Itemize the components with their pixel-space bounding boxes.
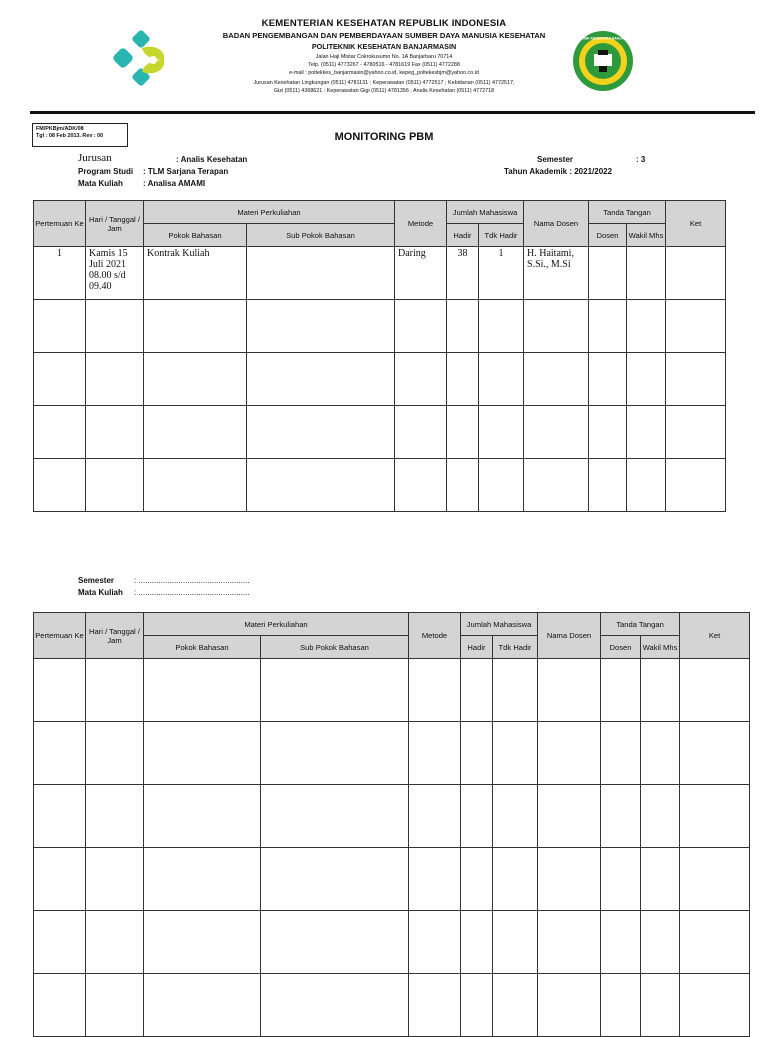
cell-pertemuan[interactable] bbox=[34, 659, 86, 722]
departments-line-1: Jurusan Kesehatan Lingkungan (0511) 4781131 ; Keperawatan (0511) 4772517 ; Kebidanan (0511) 4772517; bbox=[253, 80, 515, 86]
cell-sub-pokok[interactable] bbox=[261, 659, 409, 722]
ministry-name: KEMENTERIAN KESEHATAN REPUBLIK INDONESIA bbox=[261, 18, 507, 29]
cell-tidak-hadir[interactable] bbox=[493, 974, 538, 1037]
header-nama-dosen: Nama Dosen bbox=[524, 201, 589, 247]
cell-tidak-hadir[interactable] bbox=[493, 722, 538, 785]
cell-pokok[interactable] bbox=[144, 459, 247, 512]
header-tidak-hadir: Tdk Hadir bbox=[479, 224, 524, 247]
cell-hadir[interactable] bbox=[447, 353, 479, 406]
cell-tidak-hadir[interactable] bbox=[479, 353, 524, 406]
cell-metode[interactable] bbox=[395, 353, 447, 406]
cell-metode[interactable] bbox=[409, 785, 461, 848]
cell-sub-pokok[interactable] bbox=[261, 785, 409, 848]
header-hadir: Hadir bbox=[461, 636, 493, 659]
cell-ket[interactable] bbox=[666, 300, 726, 353]
cell-ket[interactable] bbox=[680, 785, 750, 848]
header-metode: Metode bbox=[395, 201, 447, 247]
cell-ttd-wakil[interactable] bbox=[627, 353, 666, 406]
cell-ttd-dosen[interactable] bbox=[589, 300, 627, 353]
cell-tidak-hadir[interactable] bbox=[479, 406, 524, 459]
header-metode: Metode bbox=[409, 613, 461, 659]
header-hari-tanggal-jam: Hari / Tanggal / Jam bbox=[86, 201, 144, 247]
header-jumlah-mahasiswa: Jumlah Mahasiswa bbox=[447, 201, 524, 224]
cell-metode[interactable] bbox=[395, 300, 447, 353]
cell-sub-pokok[interactable] bbox=[261, 974, 409, 1037]
cell-metode[interactable] bbox=[409, 659, 461, 722]
cell-ttd-dosen[interactable] bbox=[589, 353, 627, 406]
cell-pertemuan[interactable] bbox=[34, 459, 86, 512]
cell-metode[interactable] bbox=[409, 974, 461, 1037]
cell-sub-pokok[interactable] bbox=[247, 300, 395, 353]
cell-hadir[interactable] bbox=[461, 659, 493, 722]
cell-nama-dosen[interactable] bbox=[538, 785, 601, 848]
cell-hadir: 38 bbox=[447, 247, 479, 300]
header-ttd-dosen: Dosen bbox=[589, 224, 627, 247]
cell-ttd-dosen[interactable] bbox=[601, 785, 641, 848]
table-row bbox=[34, 659, 750, 722]
cell-pokok[interactable] bbox=[144, 911, 261, 974]
header-ttd-wakil-mhs: Wakil Mhs bbox=[627, 224, 666, 247]
cell-sub-pokok[interactable] bbox=[247, 406, 395, 459]
cell-hadir[interactable] bbox=[447, 459, 479, 512]
cell-ket[interactable] bbox=[680, 848, 750, 911]
cell-hari[interactable] bbox=[86, 974, 144, 1037]
prodi-label: Program Studi bbox=[78, 167, 134, 176]
header-jumlah-mahasiswa: Jumlah Mahasiswa bbox=[461, 613, 538, 636]
cell-hari[interactable] bbox=[86, 406, 144, 459]
cell-tidak-hadir[interactable] bbox=[493, 659, 538, 722]
semester-value-2[interactable]: : .................................................. bbox=[134, 576, 250, 585]
cell-metode[interactable] bbox=[409, 911, 461, 974]
cell-nama-dosen[interactable] bbox=[524, 300, 589, 353]
table-row bbox=[34, 406, 726, 459]
cell-ttd-wakil[interactable] bbox=[641, 974, 680, 1037]
form-date-rev: Tgl : 08 Feb 2013. Rev : 00 bbox=[36, 133, 104, 139]
cell-ttd-wakil[interactable] bbox=[641, 911, 680, 974]
cell-nama-dosen[interactable] bbox=[538, 911, 601, 974]
semester-value: : 3 bbox=[636, 155, 646, 164]
header-pokok-bahasan: Pokok Bahasan bbox=[144, 636, 261, 659]
seal-text: POLITEKNIK KESEHATAN BANJARMASIN bbox=[572, 36, 634, 41]
cell-ttd-dosen[interactable] bbox=[601, 911, 641, 974]
cell-hadir[interactable] bbox=[461, 848, 493, 911]
cell-hadir[interactable] bbox=[447, 406, 479, 459]
cell-metode[interactable] bbox=[409, 722, 461, 785]
email-line: e-mail : poltekkes_banjarmasin@yahoo.co.id, kepeg_poltekesbjm@yahoo.co.id bbox=[289, 70, 479, 76]
header-pertemuan: Pertemuan Ke bbox=[34, 613, 86, 659]
header-pertemuan: Pertemuan Ke bbox=[34, 201, 86, 247]
cell-hari[interactable] bbox=[86, 300, 144, 353]
cell-hadir[interactable] bbox=[447, 300, 479, 353]
cell-pokok[interactable] bbox=[144, 353, 247, 406]
cell-ttd-wakil[interactable] bbox=[641, 848, 680, 911]
matkul-value-2[interactable]: : .................................................. bbox=[134, 588, 250, 597]
tahun-akademik: Tahun Akademik : 2021/2022 bbox=[504, 167, 613, 176]
cell-ttd-dosen[interactable] bbox=[601, 659, 641, 722]
poltekkes-seal-icon bbox=[572, 30, 634, 92]
cell-pertemuan[interactable] bbox=[34, 722, 86, 785]
cell-pertemuan[interactable] bbox=[34, 848, 86, 911]
cell-tidak-hadir[interactable] bbox=[493, 911, 538, 974]
cell-pokok[interactable] bbox=[144, 848, 261, 911]
cell-nama-dosen[interactable] bbox=[538, 722, 601, 785]
cell-pertemuan[interactable] bbox=[34, 353, 86, 406]
letterhead-divider bbox=[30, 111, 755, 114]
cell-ttd-wakil[interactable] bbox=[627, 247, 666, 300]
header-ttd-dosen: Dosen bbox=[601, 636, 641, 659]
cell-nama-dosen[interactable] bbox=[538, 974, 601, 1037]
cell-ttd-dosen[interactable] bbox=[601, 974, 641, 1037]
cell-sub-pokok[interactable] bbox=[247, 353, 395, 406]
phone-line: Telp. (0511) 4773267 - 4780516 - 4781619 Fax (0511) 4772288 bbox=[308, 62, 460, 68]
header-tanda-tangan: Tanda Tangan bbox=[601, 613, 680, 636]
table-row bbox=[34, 974, 750, 1037]
cell-ket[interactable] bbox=[680, 974, 750, 1037]
header-hari-tanggal-jam: Hari / Tanggal / Jam bbox=[86, 613, 144, 659]
cell-ket[interactable] bbox=[680, 722, 750, 785]
cell-ttd-wakil[interactable] bbox=[627, 406, 666, 459]
cell-sub-pokok bbox=[247, 247, 395, 300]
cell-hadir[interactable] bbox=[461, 785, 493, 848]
cell-sub-pokok[interactable] bbox=[261, 911, 409, 974]
cell-ket[interactable] bbox=[666, 406, 726, 459]
cell-pertemuan[interactable] bbox=[34, 785, 86, 848]
cell-tidak-hadir[interactable] bbox=[479, 300, 524, 353]
cell-pokok[interactable] bbox=[144, 659, 261, 722]
cell-ket[interactable] bbox=[680, 659, 750, 722]
table-row bbox=[34, 911, 750, 974]
header-tanda-tangan: Tanda Tangan bbox=[589, 201, 666, 224]
form-code: FM/PKBjm/ADK/08 bbox=[36, 126, 84, 132]
cell-ttd-wakil[interactable] bbox=[641, 722, 680, 785]
prodi-value: : TLM Sarjana Terapan bbox=[143, 167, 229, 176]
header-sub-pokok-bahasan: Sub Pokok Bahasan bbox=[247, 224, 395, 247]
header-materi: Materi Perkuliahan bbox=[144, 613, 409, 636]
matkul-label: Mata Kuliah bbox=[78, 179, 123, 188]
cell-hadir[interactable] bbox=[461, 911, 493, 974]
matkul-value: : Analisa AMAMI bbox=[143, 179, 206, 188]
address-line: Jalan Haji Mistar Cokrokusumo No. 1A Banjarbaru 70714 bbox=[315, 54, 453, 60]
cell-tidak-hadir[interactable] bbox=[493, 848, 538, 911]
cell-nama-dosen: H. Haitami, S.Si., M.Si bbox=[524, 247, 589, 300]
cell-pertemuan: 1 bbox=[34, 247, 86, 300]
header-sub-pokok-bahasan: Sub Pokok Bahasan bbox=[261, 636, 409, 659]
cell-hari[interactable] bbox=[86, 785, 144, 848]
cell-ket[interactable] bbox=[666, 247, 726, 300]
departments-line-2: Gizi (0511) 4368621 : Keperawatan Gigi (0511) 4781356 ; Analis Kesehatan (0511) 4772718 bbox=[273, 88, 495, 94]
header-materi: Materi Perkuliahan bbox=[144, 201, 395, 224]
monitoring-table-1 bbox=[33, 200, 726, 512]
cell-ttd-dosen[interactable] bbox=[601, 848, 641, 911]
cell-ttd-wakil[interactable] bbox=[627, 459, 666, 512]
cell-ttd-dosen[interactable] bbox=[589, 406, 627, 459]
cell-hari[interactable] bbox=[86, 659, 144, 722]
cell-nama-dosen[interactable] bbox=[524, 353, 589, 406]
cell-sub-pokok[interactable] bbox=[261, 722, 409, 785]
header-hadir: Hadir bbox=[447, 224, 479, 247]
cell-nama-dosen[interactable] bbox=[524, 406, 589, 459]
header-ttd-wakil-mhs: Wakil Mhs bbox=[641, 636, 680, 659]
cell-tidak-hadir[interactable] bbox=[479, 459, 524, 512]
cell-ket[interactable] bbox=[666, 353, 726, 406]
cell-nama-dosen[interactable] bbox=[524, 459, 589, 512]
table-row bbox=[34, 247, 726, 300]
cell-hadir[interactable] bbox=[461, 974, 493, 1037]
header-nama-dosen: Nama Dosen bbox=[538, 613, 601, 659]
cell-pokok: Kontrak Kuliah bbox=[144, 247, 247, 300]
cell-metode[interactable] bbox=[395, 406, 447, 459]
cell-ttd-dosen[interactable] bbox=[589, 459, 627, 512]
page-title: MONITORING PBM bbox=[334, 131, 434, 143]
cell-hari[interactable] bbox=[86, 353, 144, 406]
table-row bbox=[34, 300, 726, 353]
table-row bbox=[34, 785, 750, 848]
cell-tidak-hadir: 1 bbox=[479, 247, 524, 300]
cell-ttd-wakil[interactable] bbox=[641, 659, 680, 722]
cell-sub-pokok[interactable] bbox=[261, 848, 409, 911]
header-ket: Ket bbox=[680, 613, 750, 659]
jurusan-label: Jurusan bbox=[78, 152, 112, 164]
cell-hari[interactable] bbox=[86, 848, 144, 911]
monitoring-table-2 bbox=[33, 612, 750, 1037]
cell-ket[interactable] bbox=[680, 911, 750, 974]
cell-ttd-dosen[interactable] bbox=[601, 722, 641, 785]
cell-nama-dosen[interactable] bbox=[538, 659, 601, 722]
school-name: POLITEKNIK KESEHATAN BANJARMASIN bbox=[311, 42, 457, 51]
cell-ttd-wakil[interactable] bbox=[641, 785, 680, 848]
semester-label-2: Semester bbox=[78, 576, 115, 585]
cell-pokok[interactable] bbox=[144, 722, 261, 785]
cell-pokok[interactable] bbox=[144, 300, 247, 353]
cell-sub-pokok[interactable] bbox=[247, 459, 395, 512]
cell-metode: Daring bbox=[395, 247, 447, 300]
cell-tidak-hadir[interactable] bbox=[493, 785, 538, 848]
cell-ttd-dosen[interactable] bbox=[589, 247, 627, 300]
matkul-label-2: Mata Kuliah bbox=[78, 588, 123, 597]
cell-pertemuan[interactable] bbox=[34, 911, 86, 974]
cell-pertemuan[interactable] bbox=[34, 406, 86, 459]
cell-ttd-wakil[interactable] bbox=[627, 300, 666, 353]
cell-pokok[interactable] bbox=[144, 406, 247, 459]
cell-pokok[interactable] bbox=[144, 974, 261, 1037]
cell-metode[interactable] bbox=[409, 848, 461, 911]
cell-hadir[interactable] bbox=[461, 722, 493, 785]
header-ket: Ket bbox=[666, 201, 726, 247]
cell-ket[interactable] bbox=[666, 459, 726, 512]
table-row bbox=[34, 722, 750, 785]
table-row bbox=[34, 353, 726, 406]
cell-hari[interactable] bbox=[86, 722, 144, 785]
table-row bbox=[34, 848, 750, 911]
jurusan-value: : Analis Kesehatan bbox=[176, 155, 248, 164]
cell-nama-dosen[interactable] bbox=[538, 848, 601, 911]
cell-pokok[interactable] bbox=[144, 785, 261, 848]
cell-pertemuan[interactable] bbox=[34, 974, 86, 1037]
cell-hari[interactable] bbox=[86, 911, 144, 974]
cell-hari: Kamis 15 Juli 2021 08.00 s/d 09.40 bbox=[86, 247, 144, 300]
cell-hari[interactable] bbox=[86, 459, 144, 512]
agency-name: BADAN PENGEMBANGAN DAN PEMBERDAYAAN SUMBER DAYA MANUSIA KESEHATAN bbox=[222, 31, 546, 40]
cell-metode[interactable] bbox=[395, 459, 447, 512]
header-tidak-hadir: Tdk Hadir bbox=[493, 636, 538, 659]
header-pokok-bahasan: Pokok Bahasan bbox=[144, 224, 247, 247]
cell-pertemuan[interactable] bbox=[34, 300, 86, 353]
table-row bbox=[34, 459, 726, 512]
semester-label: Semester bbox=[537, 155, 574, 164]
